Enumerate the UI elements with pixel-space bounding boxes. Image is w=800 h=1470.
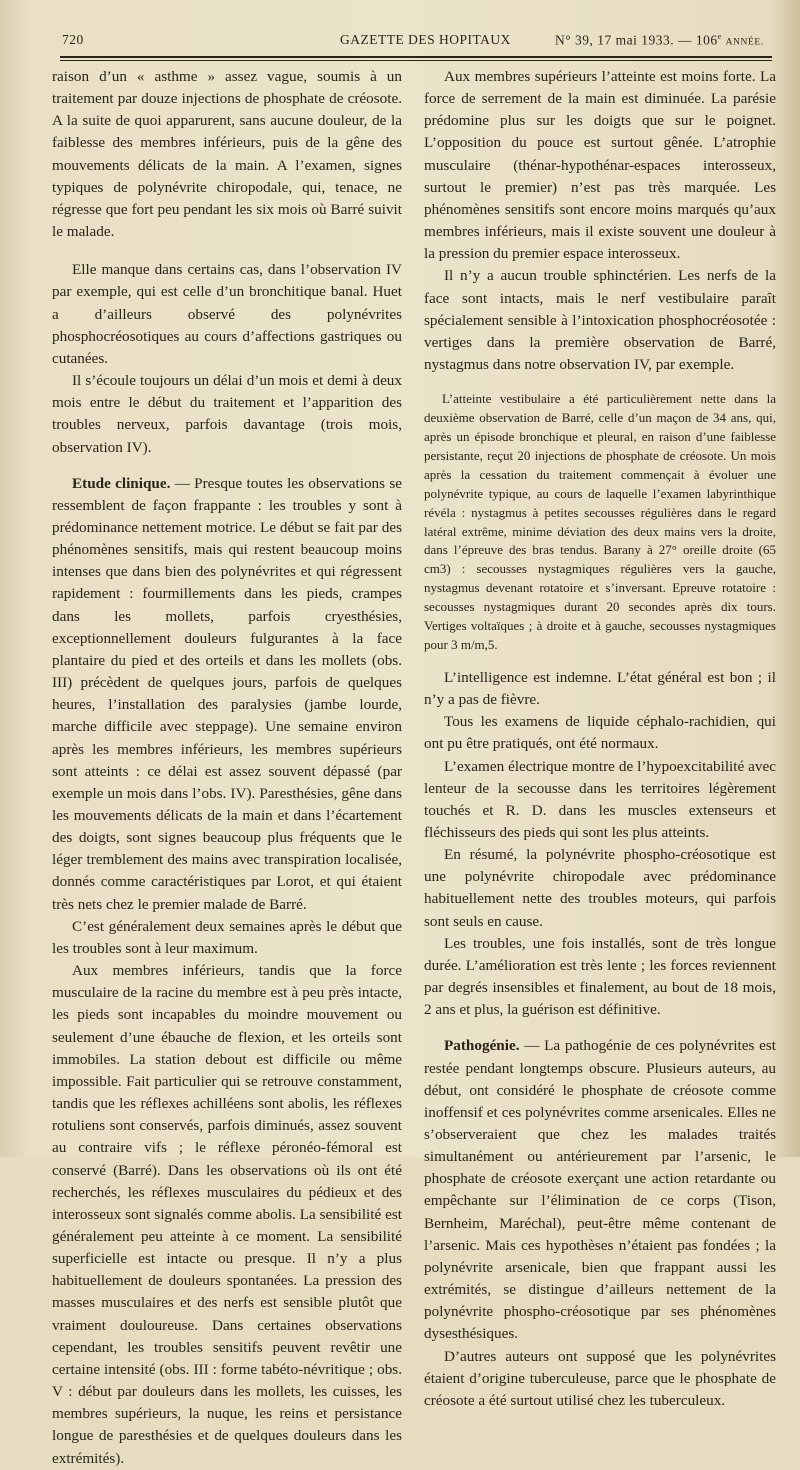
paragraph: C’est généralement deux semaines après le début que les troubles sont à leur maximum. — [52, 917, 402, 957]
paragraph: Tous les examens de liquide céphalo-rachidien, qui ont pu être pratiqués, ont été normaux. — [424, 713, 776, 753]
paragraph: Les troubles, une fois installés, sont de très longue durée. L’amélioration est très lente ; les forces reviennent par degrés insensibles et finalement, au bout de 18 mois, 2 ans et plus, la guérison est définitive. — [424, 934, 776, 1019]
issue-info — [555, 32, 764, 49]
issue-date: N° 39, 17 mai 1933. — 106 — [555, 32, 718, 48]
header-rule — [60, 56, 772, 58]
running-header — [0, 28, 800, 52]
paragraph: En résumé, la polynévrite phospho-créosotique est une polynévrite chiropodale avec prédominance habituellement nette des troubles moteurs, qui parfois sont seuls en cause. — [424, 846, 776, 930]
paragraph: Elle manque dans certains cas, dans l’observation IV par exemple, qui est celle d’un bronchitique banal. Huet a d’ailleurs observé des polynévrites phosphocréosotiques au cours d’affections gastriques ou cutanées. — [52, 261, 402, 367]
paragraph: D’autres auteurs ont supposé que les polynévrites étaient d’origine tuberculeuse, parce que le phosphate de créosote a été surtout utilisé chez les tuberculeux. — [424, 1347, 776, 1409]
left-column — [52, 66, 402, 1470]
section-pathogeny — [424, 1035, 776, 1345]
paragraph: Il n’y a aucun trouble sphinctérien. Les nerfs de la face sont intacts, mais le nerf vestibulaire paraît spécialement sensible à l’intoxication phosphocréosotée : vertiges dans la première observation de Barré, nystagmus dans notre observation IV, par exemple. — [424, 267, 776, 374]
section-clinical-study — [52, 473, 402, 916]
journal-title: GAZETTE DES HOPITAUX — [340, 32, 511, 47]
header-rule-thin — [60, 60, 772, 61]
section-heading: Etude clinique. — [72, 474, 171, 492]
section-heading: Pathogénie. — [444, 1037, 520, 1055]
section-text: — Presque toutes les observations se ressemblent de façon frappante : les troubles y sont à prédominance nettement motrice. Le début se fait par des phénomènes sensitifs, mais qui restent beaucoup moins intenses que dans bien des polynévrites et qui régressent rapidement : fourmillements dans les pieds, crampes dans les mollets, parfois cryesthésies, exceptionnellement douleurs fulgurantes à la face plantaire du pied et des orteils et dans les mollets (obs. III) précèdent de quelques jours, parfois de quelques heures, l’installation des paralysies (jambe lourde, marche difficile avec steppage). Une semaine environ après les membres inférieurs, les membres supérieurs sont atteints : ce délai est assez souvent dépassé (par exemple un mois dans l’obs. IV). Paresthésies, gêne dans les mouvements délicats de la main et dans l’écartement des doigts, sont signes beaucoup plus fréquents que le léger tremblement des mains avec transpiration localisée, donnés comme caractéristiques par Lorot, et qui étaient très nets chez le premier malade de Barré. — [52, 474, 403, 913]
paragraph: L’intelligence est indemne. L’état général est bon ; il n’y a pas de fièvre. — [424, 668, 776, 709]
paragraph: Aux membres supérieurs l’atteinte est moins forte. La force de serrement de la main est diminuée. La parésie prédomine plus sur les doigts que sur le poignet. L’opposition du pouce est surtout gênée. L’atrophie musculaire (thénar-hypothénar-espaces interosseux, surtout le premier) n’est pas très marquée. Les phénomènes sensitifs sont encore moins marqués qu’aux membres inférieurs, mais il existe souvent une douleur à la pression du premier espace interosseux. — [424, 68, 776, 263]
year-word: ANNÉE. — [725, 37, 764, 48]
right-column — [424, 66, 776, 1412]
paragraph: Aux membres inférieurs, tandis que la force musculaire de la racine du membre est à peu près intacte, les pieds sont incapables du moindre mouvement ou seulement d’une ébauche de flexion, et les orteils sont immobiles. La station debout est difficile ou même impossible. Fait particulier qui se retrouve constamment, tandis que les réflexes achilléens sont abolis, les réflexes rotuliens sont conservés, parfois diminués, assez souvent au contraire vifs ; le réflexe péronéo-fémoral est conservé (Barré). Dans les observations où ils ont été recherchés, les réflexes musculaires du pédieux et des interosseux sont signalés comme abolis. La sensibilité est généralement peu atteinte à ce moment. La sensibilité superficielle est intacte ou presque. Il n’y a plus habituellement de douleurs spontanées. La pression des masses musculaires et des nerfs est sensible plutôt que vraiment douloureuse. Dans certaines observations cependant, les troubles sensitifs peuvent revêtir une certaine intensité (obs. III : forme tabéto-névritique ; obs. V : début par douleurs dans les mollets, les cuisses, les membres supérieurs, la nuque, les reins et persistance longue de paresthésies et de quelques douleurs dans les extrémités). — [52, 962, 402, 1467]
small-print-note: L’atteinte vestibulaire a été particulièrement nette dans la deuxième observation de Barré, celle d’un maçon de 34 ans, qui, après un épisode bronchique et pleural, en raison d’une faiblesse persistante, reçut 20 injections de phosphate de créosote. Un mois après la cessation du traitement commençait à évoluer une polynévrite typique, au cours de laquelle l’examen labyrinthique révéla : nystagmus à petites secousses régulières dans le regard latéral extrême, minime déviation des deux mains vers la droite, dans l’épreuve des bras tendus. Barany à 27° oreille droite (65 cm3) : secousses nystagmiques régulières vers la gauche, nystagmus devenant rotatoire et s’inversant. Epreuve rotatoire : secousses nystagmiques durant 20 secondes après dix tours. Vertiges voltaïques ; à droite et à gauche, secousses nystagmiques pour 3 m/m,5. — [424, 391, 776, 652]
section-text: — La pathogénie de ces polynévrites est restée pendant longtemps obscure. Plusieurs auteurs, au début, ont considéré le phosphate de créosote comme inoffensif et ces polynévrites comme arsenicales. Elles ne s’observeraient que chez les malades traités simultanément ou antérieurement par l’arsenic, le phosphate de créosote exerçant une action retardante ou empêchante sur l’élimination de ce corps (Tison, Bernheim, Maréchal), peut-être même contenant de l’arsenic. Mais ces hypothèses n’étaient pas fondées ; la polynévrite arsenicale, bien que frappant aussi les extrémités, se distingue d’ailleurs nettement de la polynévrite phospho-créosotique par ses phénomènes dysesthésiques. — [424, 1037, 776, 1343]
year-suffix: e — [717, 32, 722, 41]
paragraph: L’examen électrique montre de l’hypoexcitabilité avec lenteur de la secousse dans les territoires légèrement touchés et R. D. dans les muscles extenseurs et fléchisseurs des pieds qui sont les plus atteints. — [424, 757, 776, 841]
page-number: 720 — [62, 32, 84, 47]
paragraph: Il s’écoule toujours un délai d’un mois et demi à deux mois entre le début du traitement et l’apparition des troubles nerveux, parfois davantage (trois mois, observation IV). — [52, 372, 402, 456]
paragraph: raison d’un « asthme » assez vague, soumis à un traitement par douze injections de phosphate de créosote. A la suite de quoi apparurent, sans aucune douleur, de la faiblesse des membres inférieurs, puis de la gêne des mouvements délicats de la main. A l’examen, signes typiques de polynévrite chiropodale, qui, tenace, ne régresse que fort peu pendant les six mois où Barré suivit le malade. — [52, 68, 402, 241]
paragraph-gap — [52, 243, 402, 259]
